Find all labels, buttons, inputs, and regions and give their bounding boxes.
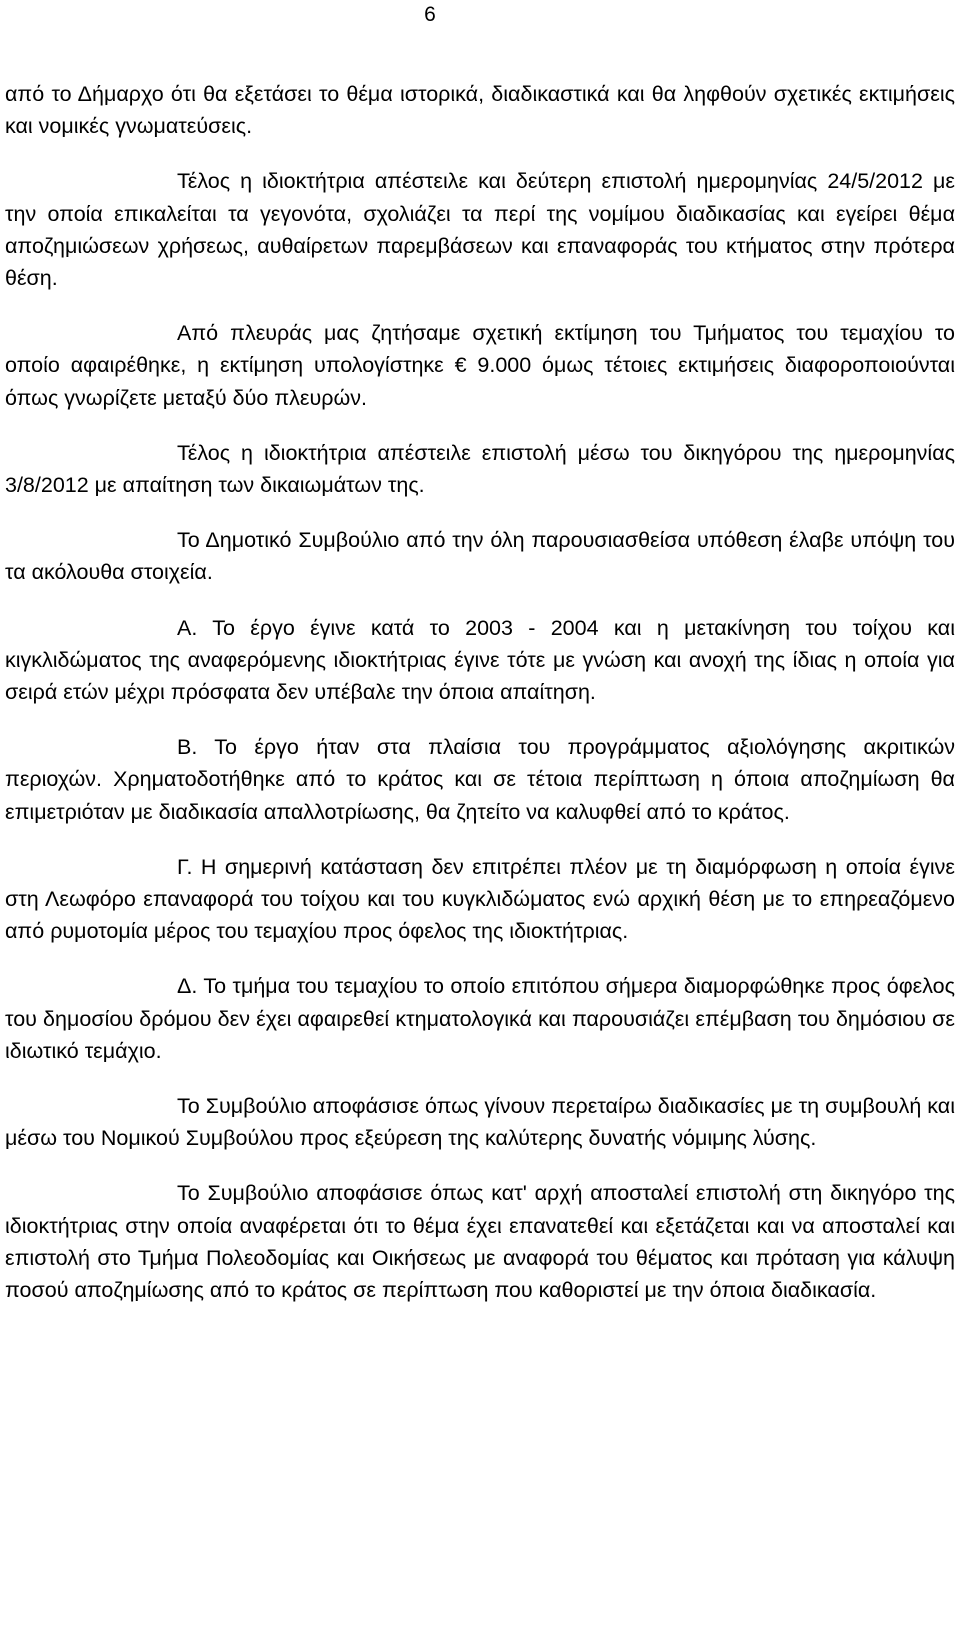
paragraph-valuation: Από πλευράς μας ζητήσαμε σχετική εκτίμηση του Τμήματος του τεμαχίου το οποίο αφαιρέθηκε, η εκτίμηση υπολογίστηκε € 9.000 όμως τέτοιες εκτιμήσεις διαφοροποιούνται όπως γνωρίζετε μεταξύ δύο πλευρών. [5,321,955,410]
paragraph-council-considerations: Το Δημοτικό Συμβούλιο από την όλη παρουσιασθείσα υπόθεση έλαβε υπόψη του τα ακόλουθα στοιχεία. [5,528,955,585]
paragraph-point-a: Α. Το έργο έγινε κατά το 2003 - 2004 και η μετακίνηση του τοίχου και κιγκλιδώματος της αναφερόμενης ιδιοκτήτριας έγινε τότε με γνώση και ανοχή της ίδιας η οποία για σειρά ετών μέχρι πρόσφατα δεν υπέβαλε την όποια απαίτηση. [5,615,955,705]
page-number: 6 [424,3,436,26]
paragraph-second-letter: Τέλος η ιδιοκτήτρια απέστειλε και δεύτερη επιστολή ημερομηνίας 24/5/2012 με την οποία επικαλείται τα γεγονότα, σχολιάζει τα περί της νομίμου διαδικασίας και εγείρει θέμα αποζημιώσεων χρήσεως, αυθαίρετων παρεμβάσεων και επαναφοράς του κτήματος στην πρότερα θέση. [5,169,955,291]
paragraph-decision-letters: Το Συμβούλιο αποφάσισε όπως κατ' αρχή αποσταλεί επιστολή στη δικηγόρο της ιδιοκτήτριας στην οποία αναφέρεται ότι το θέμα έχει επανατεθεί και εξετάζεται και να αποσταλεί και επιστολή στο Τμήμα Πολεοδομίας και Οικήσεως με αναφορά του θέματος και πρόταση για κάλυψη ποσού αποζημίωσης από το κράτος σε περίπτωση που καθοριστεί με την όποια διαδικασία. [5,1181,955,1303]
paragraph-continuation: από το Δήμαρχο ότι θα εξετάσει το θέμα ιστορικά, διαδικαστικά και θα ληφθούν σχετικές εκτιμήσεις και νομικές γνωματεύσεις. [5,82,955,139]
paragraph-lawyer-letter: Τέλος η ιδιοκτήτρια απέστειλε επιστολή μέσω του δικηγόρου της ημερομηνίας 3/8/2012 με απαίτηση των δικαιωμάτων της. [5,440,955,498]
paragraph-decision-legal-advice: Το Συμβούλιο αποφάσισε όπως γίνουν περεταίρω διαδικασίες με τη συμβουλή και μέσω του Νομικού Συμβούλου προς εξεύρεση της καλύτερης δυνατής νόμιμης λύσης. [5,1094,955,1151]
document-body [5,78,955,1306]
paragraph-point-d: Δ. Το τμήμα του τεμαχίου το οποίο επιτόπου σήμερα διαμορφώθηκε προς όφελος του δημοσίου δρόμου δεν έχει αφαιρεθεί κτηματολογικά και παρουσιάζει επέμβαση του δημόσιου σε ιδιωτικό τεμάχιο. [5,974,955,1063]
paragraph-point-c: Γ. Η σημερινή κατάσταση δεν επιτρέπει πλέον με τη διαμόρφωση η οποία έγινε στη Λεωφόρο επαναφορά του τοίχου και του κυγκλιδώματος ενώ αρχική θέση με το επηρεαζόμενο από ρυμοτομία μέρος του τεμαχίου προς όφελος της ιδιοκτήτριας. [5,854,955,944]
paragraph-point-b: Β. Το έργο ήταν στα πλαίσια του προγράμματος αξιολόγησης ακριτικών περιοχών. Χρηματοδοτήθηκε από το κράτος και σε τέτοια περίπτωση η όποια αποζημίωση θα επιμετριόταν με διαδικασία απαλλοτρίωσης, θα ζητείτο να καλυφθεί από το κράτος. [5,735,955,824]
